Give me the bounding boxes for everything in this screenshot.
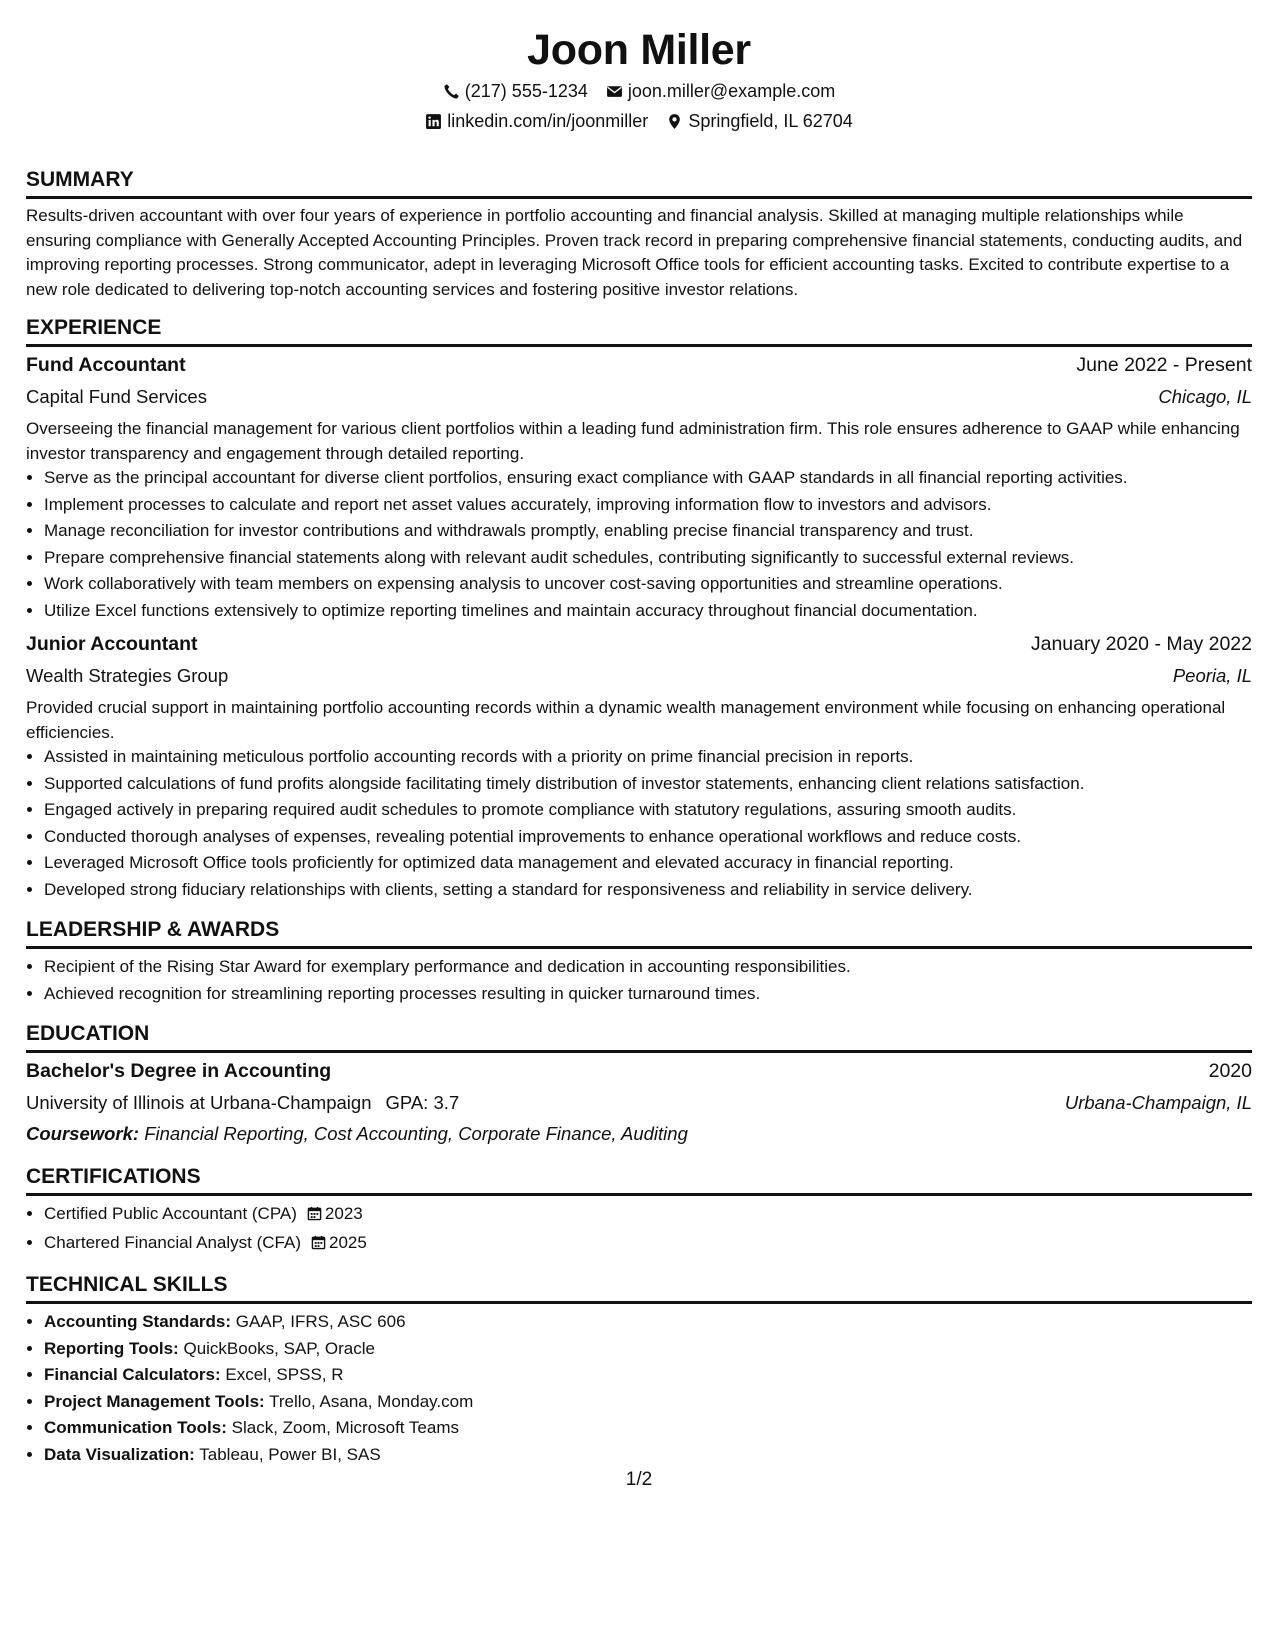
- job-header: [26, 629, 1252, 660]
- calendar-icon: [307, 1204, 322, 1229]
- school-info: [26, 1087, 459, 1118]
- resume-page: [26, 0, 1252, 1491]
- phone-icon: [443, 83, 460, 100]
- contact-row-2: [26, 106, 1252, 136]
- skills-section: [26, 1271, 1252, 1467]
- contact-email[interactable]: [606, 76, 835, 106]
- job-header: [26, 350, 1252, 381]
- leadership-list: [26, 955, 1252, 1006]
- skill-label: Financial Calculators:: [44, 1365, 221, 1384]
- skill-label: Reporting Tools:: [44, 1338, 179, 1358]
- job-company: Wealth Strategies Group: [26, 665, 229, 686]
- job-dates: June 2022 - Present: [1076, 354, 1252, 376]
- list-item: • Supported calculations of fund profits alongside facilitating timely distribution of investor statements, enhancing client relations satisfaction.: [44, 772, 1252, 797]
- coursework-line: [26, 1118, 1252, 1149]
- section-title-experience: EXPERIENCE: [26, 314, 1252, 347]
- list-item: • Serve as the principal accountant for diverse client portfolios, ensuring exact compliance with GAAP standards in all financial reporting activities.: [44, 466, 1252, 491]
- education-subheader: [26, 1087, 1252, 1118]
- job-description: Provided crucial support in maintaining portfolio accounting records within a dynamic wealth management environment while focusing on enhancing operational efficiencies.: [26, 698, 1226, 742]
- job-subheader: [26, 381, 1252, 412]
- job-company: Capital Fund Services: [26, 386, 207, 407]
- list-item: • Engaged actively in preparing required audit schedules to promote compliance with statutory regulations, assuring smooth audits.: [44, 798, 1252, 823]
- certification-name: Chartered Financial Analyst (CFA): [44, 1232, 301, 1252]
- certification-name: Certified Public Accountant (CPA): [44, 1204, 297, 1223]
- job-bullets: [26, 466, 1252, 623]
- page-number: 1/2: [625, 1469, 653, 1490]
- skill-value: Excel, SPSS, R: [225, 1365, 344, 1384]
- candidate-name: Joon Miller: [527, 26, 751, 74]
- job-title: Junior Accountant: [26, 633, 198, 655]
- summary-text: Results-driven accountant with over four years of experience in portfolio accounting and financial analysis. Skilled at managing multiple relationships while ensuring compliance with Generally Accepted Accounting Principles. Proven track record in preparing comprehensive financial statements, conducting audits, and improving reporting processes. Strong communicator, adept in leveraging Microsoft Office tools for efficient accounting tasks. Excited to contribute expertise to a new role dedicated to delivering top-notch accounting services and fostering positive investor relations.: [26, 206, 1243, 299]
- job-subheader: [26, 660, 1252, 691]
- linkedin-icon: [425, 113, 442, 130]
- list-item: [44, 1310, 1252, 1335]
- job-entry: [26, 629, 1252, 902]
- degree-name: Bachelor's Degree in Accounting: [26, 1060, 332, 1082]
- coursework: [26, 1118, 688, 1149]
- list-item: • Manage reconciliation for investor contributions and withdrawals promptly, enabling precise financial transparency and trust.: [44, 519, 1252, 544]
- section-title-certifications: CERTIFICATIONS: [26, 1163, 1252, 1196]
- job-location: Chicago, IL: [1158, 386, 1252, 407]
- list-item: [44, 1231, 1252, 1258]
- skill-value: Slack, Zoom, Microsoft Teams: [231, 1418, 459, 1437]
- certification-year: 2023: [324, 1204, 363, 1223]
- certifications-section: [26, 1163, 1252, 1257]
- section-title-summary: SUMMARY: [26, 166, 1252, 199]
- list-item: [44, 1416, 1252, 1441]
- contact-row-1: [26, 76, 1252, 106]
- list-item: • Work collaboratively with team members on expensing analysis to uncover cost-saving opportunities and streamline operations.: [44, 572, 1252, 597]
- list-item: [44, 1337, 1252, 1362]
- education-section: [26, 1020, 1252, 1149]
- location-text: Springfield, IL 62704: [688, 111, 853, 131]
- envelope-icon: [606, 83, 623, 100]
- list-item: • Utilize Excel functions extensively to optimize reporting timelines and maintain accuracy throughout financial documentation.: [44, 599, 1252, 624]
- job-location: Peoria, IL: [1172, 665, 1252, 686]
- list-item: • Recipient of the Rising Star Award for exemplary performance and dedication in accounting responsibilities.: [44, 955, 1252, 980]
- section-title-education: EDUCATION: [26, 1020, 1252, 1053]
- certifications-list: [26, 1202, 1252, 1257]
- list-item: [44, 1443, 1252, 1468]
- certification-year: 2025: [329, 1232, 367, 1252]
- skills-list: [26, 1310, 1252, 1467]
- job-description: Overseeing the financial management for various client portfolios within a leading fund administration firm. This role ensures adherence to GAAP while enhancing investor transparency and engagement through detailed reporting.: [26, 419, 1240, 463]
- phone-number: (217) 555-1234: [464, 81, 588, 101]
- gpa: GPA: 3.7: [385, 1092, 460, 1113]
- list-item: • Assisted in maintaining meticulous portfolio accounting records with a priority on prime financial precision in reports.: [44, 745, 1252, 770]
- list-item: • Achieved recognition for streamlining reporting processes resulting in quicker turnaround times.: [44, 982, 1252, 1007]
- list-item: [44, 1202, 1252, 1229]
- leadership-section: [26, 916, 1252, 1006]
- summary-section: [26, 166, 1252, 302]
- job-dates: January 2020 - May 2022: [1030, 633, 1252, 655]
- contact-phone: [443, 76, 588, 106]
- skill-label: Data Visualization:: [44, 1444, 195, 1464]
- linkedin-url[interactable]: linkedin.com/in/joonmiller: [447, 111, 649, 131]
- coursework-label: Coursework:: [26, 1123, 140, 1144]
- skill-value: QuickBooks, SAP, Oracle: [183, 1338, 375, 1358]
- graduation-year: 2020: [1208, 1060, 1252, 1082]
- job-bullets: [26, 745, 1252, 902]
- list-item: • Conducted thorough analyses of expenses, revealing potential improvements to enhance operational workflows and reduce costs.: [44, 825, 1252, 850]
- education-header: [26, 1056, 1252, 1087]
- job-entry: [26, 350, 1252, 623]
- skill-value: GAAP, IFRS, ASC 606: [235, 1312, 406, 1331]
- experience-section: [26, 314, 1252, 902]
- list-item: [44, 1363, 1252, 1388]
- skill-value: Trello, Asana, Monday.com: [269, 1391, 474, 1411]
- map-pin-icon: [666, 113, 683, 130]
- skill-label: Communication Tools:: [44, 1418, 227, 1437]
- skill-label: Project Management Tools:: [44, 1391, 265, 1411]
- list-item: [44, 1390, 1252, 1415]
- list-item: • Leveraged Microsoft Office tools proficiently for optimized data management and elevated accuracy in financial reporting.: [44, 851, 1252, 876]
- contact-location: [666, 106, 852, 136]
- email-address[interactable]: joon.miller@example.com: [627, 81, 836, 101]
- section-title-skills: TECHNICAL SKILLS: [26, 1271, 1252, 1304]
- list-item: • Developed strong fiduciary relationships with clients, setting a standard for responsiveness and reliability in service delivery.: [44, 878, 1252, 903]
- school-name: University of Illinois at Urbana-Champaign: [26, 1092, 372, 1113]
- skill-label: Accounting Standards:: [44, 1312, 232, 1331]
- list-item: • Prepare comprehensive financial statements along with relevant audit schedules, contributing significantly to successful external reviews.: [44, 546, 1252, 571]
- contact-linkedin[interactable]: [425, 106, 648, 136]
- section-title-leadership: LEADERSHIP & AWARDS: [26, 916, 1252, 949]
- calendar-icon: [311, 1233, 326, 1258]
- job-title: Fund Accountant: [26, 354, 186, 376]
- skill-value: Tableau, Power BI, SAS: [199, 1444, 381, 1464]
- coursework-list: Financial Reporting, Cost Accounting, Corporate Finance, Auditing: [144, 1123, 688, 1144]
- list-item: • Implement processes to calculate and report net asset values accurately, improving information flow to investors and advisors.: [44, 493, 1252, 518]
- school-location: Urbana-Champaign, IL: [1064, 1092, 1252, 1113]
